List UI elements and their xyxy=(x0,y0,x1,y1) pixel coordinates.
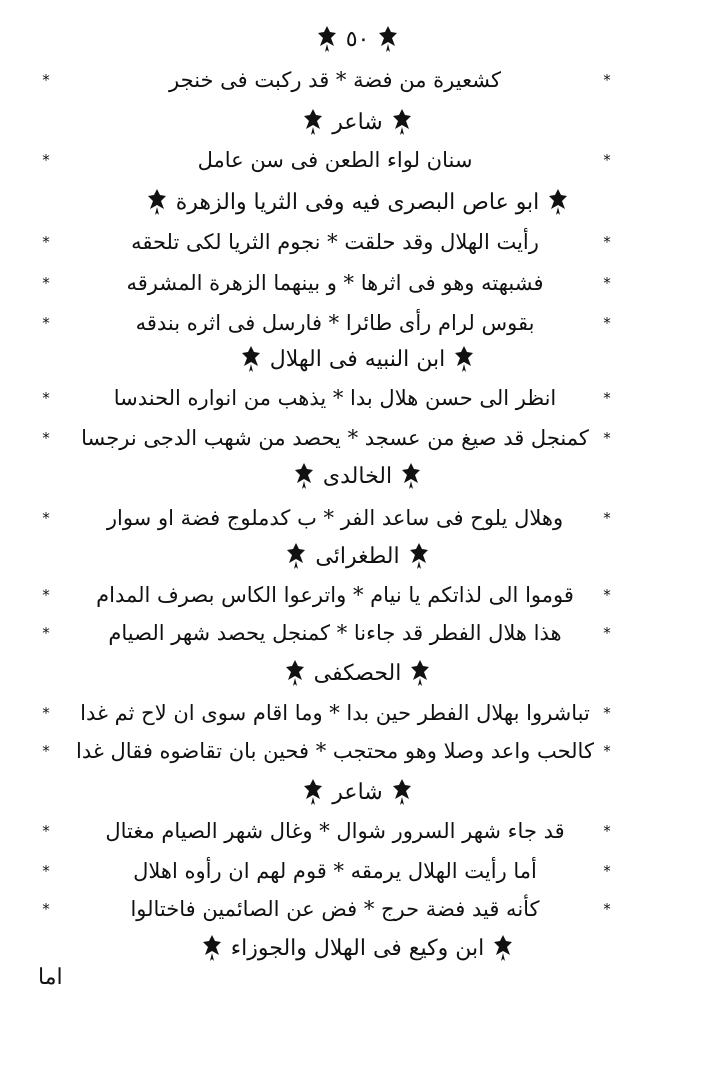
star-marker: * xyxy=(603,586,611,604)
fleuron-icon xyxy=(316,24,338,54)
section-heading xyxy=(0,535,715,577)
star-marker: * xyxy=(42,586,50,604)
heading-text: ابن وكيع فى الهلال والجوزاء xyxy=(230,935,485,961)
verse-line xyxy=(0,59,715,101)
verse-text: كأنه قيد فضة حرج * فض عن الصائمين فاختالوا xyxy=(130,897,540,921)
verse-text: كمنجل قد صيغ من عسجد * يحصد من شهب الدجى نرجسا xyxy=(81,426,589,450)
fleuron-icon xyxy=(400,461,422,491)
star-marker: * xyxy=(42,151,50,169)
verse-text: فشبهته وهو فى اثرها * و بينهما الزهرة المشرقه xyxy=(126,271,544,295)
star-marker: * xyxy=(603,509,611,527)
fleuron-icon xyxy=(293,461,315,491)
verse-text: تباشروا بهلال الفطر حين بدا * وما اقام سوى ان لاح ثم غدا xyxy=(80,701,590,725)
fleuron-icon xyxy=(284,658,306,688)
verse-text: قوموا الى لذاتكم يا نيام * واترعوا الكاس بصرف المدام xyxy=(96,583,574,607)
verse-line xyxy=(0,612,715,654)
fleuron-icon xyxy=(391,777,413,807)
verse-text: بقوس لرام رأى طائرا * فارسل فى اثره بندقه xyxy=(135,311,535,335)
fleuron-icon xyxy=(391,107,413,137)
fleuron-icon xyxy=(201,933,223,963)
verse-line xyxy=(0,139,715,181)
section-heading xyxy=(0,927,715,969)
section-heading xyxy=(0,455,715,497)
star-marker: * xyxy=(42,509,50,527)
fleuron-icon xyxy=(492,933,514,963)
star-marker: * xyxy=(42,624,50,642)
star-marker: * xyxy=(42,429,50,447)
heading-text: ابن النبيه فى الهلال xyxy=(269,346,446,372)
fleuron-icon xyxy=(409,658,431,688)
verse-line xyxy=(0,377,715,419)
fleuron-icon xyxy=(240,344,262,374)
fleuron-icon xyxy=(146,187,168,217)
verse-line xyxy=(0,692,715,734)
verse-text: قد جاء شهر السرور شوال * وغال شهر الصيام مغتال xyxy=(105,819,565,843)
verse-line xyxy=(0,730,715,772)
section-heading xyxy=(0,771,715,813)
star-marker: * xyxy=(42,71,50,89)
section-heading xyxy=(0,101,715,143)
star-marker: * xyxy=(42,862,50,880)
star-marker: * xyxy=(42,822,50,840)
verse-text: وهلال يلوح فى ساعد الفر * ب كدملوج فضة او سوار xyxy=(106,506,564,530)
verse-text: هذا هلال الفطر قد جاءنا * كمنجل يحصد شهر الصيام xyxy=(108,621,562,645)
verse-text: أما رأيت الهلال يرمقه * قوم لهم ان رأوه اهلال xyxy=(133,859,537,883)
verse-text: كالحب واعد وصلا وهو محتجب * فحين بان تقاضوه فقال غدا xyxy=(76,739,594,763)
heading-text: الحصكفى xyxy=(313,660,402,686)
catchword: اما xyxy=(38,965,63,990)
fleuron-icon xyxy=(408,541,430,571)
fleuron-icon xyxy=(285,541,307,571)
section-heading xyxy=(0,652,715,694)
verse-text: انظر الى حسن هلال بدا * يذهب من انواره الحندسا xyxy=(113,386,557,410)
verse-line xyxy=(0,810,715,852)
star-marker: * xyxy=(603,742,611,760)
verse-line xyxy=(0,262,715,304)
fleuron-icon xyxy=(302,777,324,807)
star-marker: * xyxy=(42,900,50,918)
section-heading xyxy=(0,338,715,380)
heading-text: الخالدى xyxy=(322,463,393,489)
fleuron-icon xyxy=(453,344,475,374)
star-marker: * xyxy=(42,742,50,760)
star-marker: * xyxy=(603,274,611,292)
star-marker: * xyxy=(603,71,611,89)
star-marker: * xyxy=(42,389,50,407)
page-number-header xyxy=(0,18,715,60)
star-marker: * xyxy=(42,274,50,292)
verse-line xyxy=(0,417,715,459)
star-marker: * xyxy=(603,233,611,251)
star-marker: * xyxy=(42,314,50,332)
star-marker: * xyxy=(603,862,611,880)
heading-text: شاعر xyxy=(332,779,383,805)
verse-text: سنان لواء الطعن فى سن عامل xyxy=(197,148,473,172)
heading-text: الطغرائى xyxy=(315,543,400,569)
fleuron-icon xyxy=(302,107,324,137)
page-number: ٥٠ xyxy=(345,26,370,52)
star-marker: * xyxy=(42,233,50,251)
star-marker: * xyxy=(603,704,611,722)
verse-line xyxy=(0,850,715,892)
star-marker: * xyxy=(603,151,611,169)
verse-line xyxy=(0,888,715,930)
fleuron-icon xyxy=(547,187,569,217)
star-marker: * xyxy=(603,822,611,840)
verse-line xyxy=(0,574,715,616)
star-marker: * xyxy=(603,624,611,642)
verse-line xyxy=(0,497,715,539)
star-marker: * xyxy=(603,900,611,918)
star-marker: * xyxy=(603,429,611,447)
heading-text: ابو عاص البصرى فيه وفى الثريا والزهرة xyxy=(175,189,540,215)
verse-line xyxy=(0,221,715,263)
star-marker: * xyxy=(603,389,611,407)
star-marker: * xyxy=(42,704,50,722)
star-marker: * xyxy=(603,314,611,332)
verse-text: رأيت الهلال وقد حلقت * نجوم الثريا لكى تلحقه xyxy=(131,230,539,254)
heading-text: شاعر xyxy=(332,109,383,135)
fleuron-icon xyxy=(377,24,399,54)
verse-text: كشعيرة من فضة * قد ركبت فى خنجر xyxy=(169,68,501,92)
section-heading xyxy=(0,181,715,223)
